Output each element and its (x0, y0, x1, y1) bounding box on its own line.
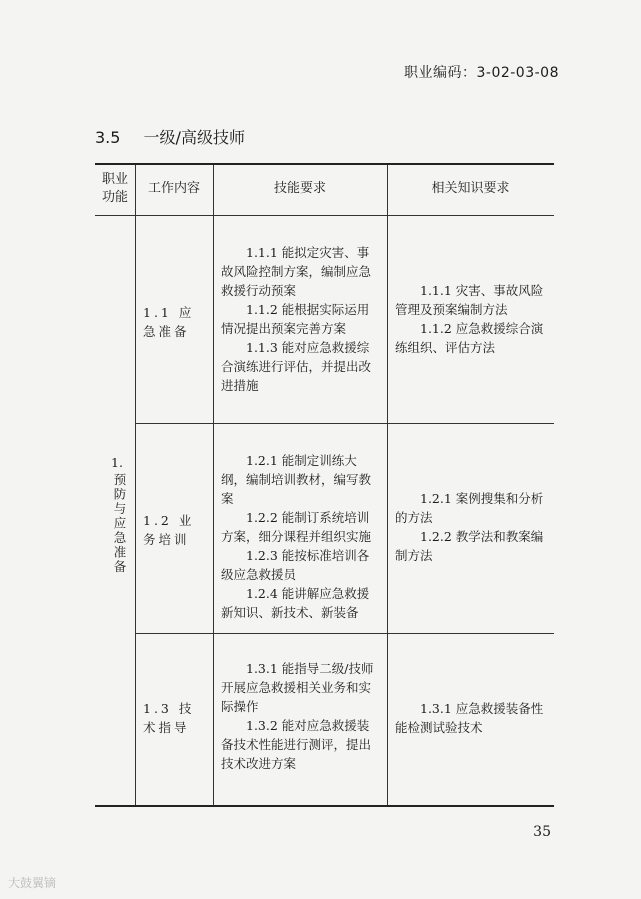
column-divider (135, 165, 136, 805)
skill-item: 1.2.1 能制定训练大纲，编制培训教材，编写教案 (221, 453, 372, 506)
watermark: 大鼓翼镝 (8, 876, 57, 890)
knowledge-item: 1.1.2 应急救援综合演练组织、评估方法 (395, 321, 544, 355)
work-content-2: 1.2 业务培训 (143, 513, 195, 547)
header-skill-requirements: 技能要求 (273, 181, 326, 196)
work-content-1: 1.1 应急准备 (143, 305, 195, 339)
column-divider (213, 165, 214, 805)
skills-1 (221, 243, 381, 395)
skills-3 (221, 659, 381, 773)
occupation-code: 职业编码：3-02-03-08 (403, 65, 559, 81)
function-name: 预防与应急准备 (112, 473, 127, 575)
skill-item: 1.3.2 能对应急救援装备技术性能进行测评，提出技术改进方案 (221, 718, 372, 771)
skills-2 (221, 451, 381, 622)
knowledge-item: 1.2.1 案例搜集和分析的方法 (395, 491, 544, 525)
skills-table (95, 163, 554, 807)
skill-item: 1.1.3 能对应急救援综合演练进行评估，并提出改进措施 (221, 340, 372, 393)
column-divider (387, 165, 388, 805)
knowledge-item: 1.3.1 应急救援装备性能检测试验技术 (395, 701, 544, 735)
skill-item: 1.2.4 能讲解应急救援新知识、新技术、新装备 (221, 586, 370, 620)
knowledge-2 (395, 489, 547, 565)
row-divider (135, 423, 554, 424)
knowledge-3 (395, 699, 547, 737)
header-knowledge-requirements: 相关知识要求 (431, 181, 510, 196)
work-content-3: 1.3 技术指导 (143, 701, 195, 735)
section-title: 一级/高级技师 (143, 128, 245, 147)
skill-item: 1.1.2 能根据实际运用情况提出预案完善方案 (221, 302, 370, 336)
skill-item: 1.1.1 能拟定灾害、事故风险控制方案，编制应急救援行动预案 (221, 245, 372, 298)
knowledge-1 (395, 281, 547, 357)
section-heading (95, 125, 245, 148)
page-number: 35 (533, 824, 551, 840)
header-function: 职业 功能 (101, 172, 128, 205)
knowledge-item: 1.1.1 灾害、事故风险管理及预案编制方法 (395, 283, 544, 317)
header-divider (95, 215, 554, 216)
skill-item: 1.3.1 能指导二级/技师开展应急救援相关业务和实际操作 (221, 661, 374, 714)
section-number: 3.5 (95, 128, 121, 147)
knowledge-item: 1.2.2 教学法和教案编制方法 (395, 529, 544, 563)
skill-item: 1.2.2 能制订系统培训方案，细分课程并组织实施 (221, 510, 372, 544)
header-work-content: 工作内容 (147, 181, 200, 196)
skill-item: 1.2.3 能按标准培训各级应急救援员 (221, 548, 370, 582)
row-divider (135, 633, 554, 634)
function-number: 1. (111, 455, 123, 470)
